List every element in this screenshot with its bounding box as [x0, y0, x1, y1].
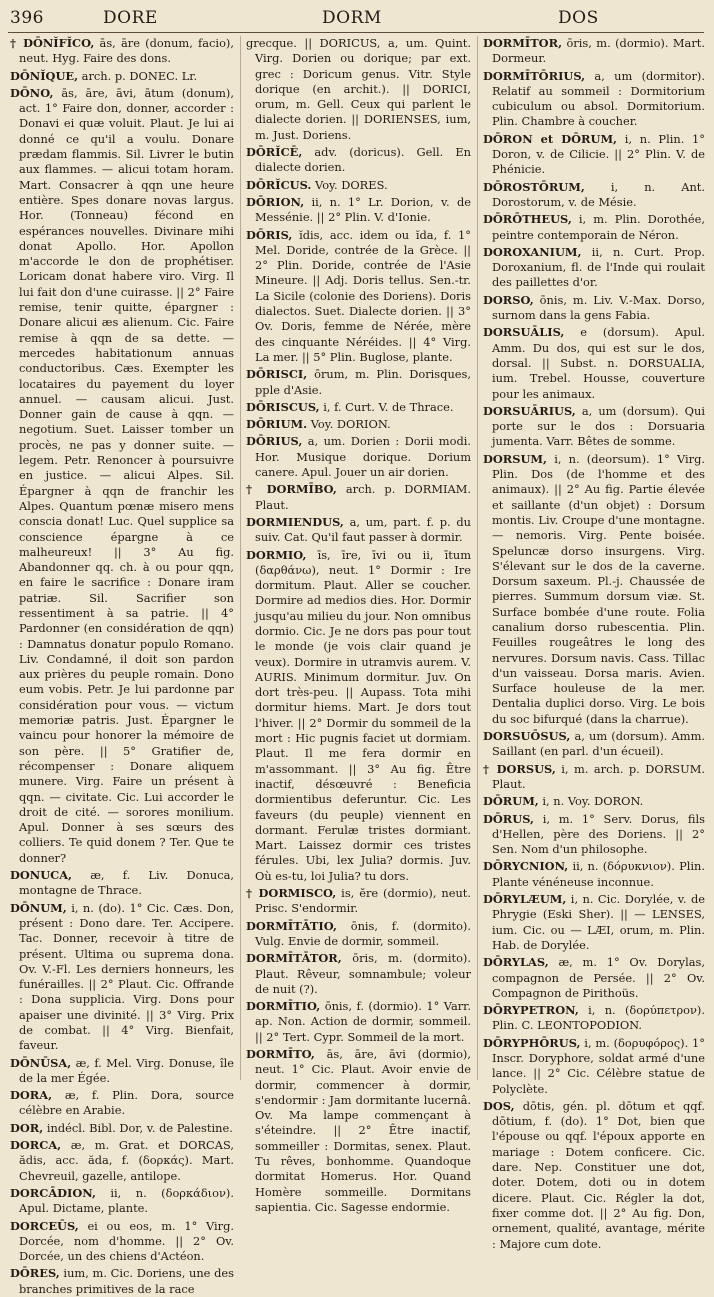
entry-headword: DŌRIS, [246, 227, 293, 242]
dictionary-entry [483, 69, 705, 130]
dictionary-entry [483, 859, 705, 890]
entry-definition: Voy. DORES. [311, 177, 388, 192]
entry-headword: DOR, [10, 1120, 44, 1135]
dictionary-entry [246, 178, 471, 193]
dictionary-entry [10, 1266, 234, 1297]
entry-headword: DOS, [483, 1098, 515, 1113]
entry-definition: ĭdis, acc. idem ou ĭda, f. 1° Mel. Doride, contrée de la Grèce. || 2° Plin. Doride, contrée de l'Asie Mineure. || Adj. Doris tellus. Sen.-tr. La Sicile (colonie des Doriens). Doris dialectos. Suet. Dialecte dorien. || 3° Ov. Doris, femme de Nérée, mère des cinquante Néréides. || 4° Virg. La mer. || 5° Plin. Buglose, plante. [255, 227, 471, 364]
entry-headword: DŌRISCI, [246, 367, 308, 382]
dictionary-entry [483, 1036, 705, 1097]
entry-headword: DORA, [10, 1088, 53, 1103]
entry-headword: DŌRISCUS, [246, 399, 320, 414]
entry-headword: DŌRIUM. [246, 417, 308, 432]
dictionary-entry [10, 86, 234, 866]
dictionary-entry [246, 434, 471, 480]
entry-definition: i, f. Curt. V. de Thrace. [319, 399, 454, 414]
dictionary-entry [483, 132, 705, 178]
dictionary-entry [246, 417, 471, 432]
column-left [10, 36, 234, 1296]
dictionary-entry [246, 145, 471, 176]
entry-headword: DŌRYLAS, [483, 955, 549, 970]
entry-definition: dōtis, gén. pl. dōtum et qqf. dōtium, f. (do). 1° Dot, bien que l'épouse ou qqf. l'époux apporte en mariage : Dotem conficere. Cic. dare. Nep. Constituer une dot, doter. Dotem, doti ou in dotem dicere. Plaut. Cic. Régler la dot, fixer comme dot. || 2° Au fig. Don, ornement, qualité, avantage, mérite : Majore cum dote. [492, 1098, 705, 1251]
entry-definition: ei ou eos, m. 1° Virg. Dorcée, nom d'homme. || 2° Ov. Dorcée, un des chiens d'Actéon. [19, 1218, 234, 1264]
entry-headword: † DŌNĬFĬCO, [10, 36, 95, 50]
dictionary-entry [10, 901, 234, 1054]
entry-headword: DORMĪTĀTOR, [246, 951, 342, 966]
entry-definition: adv. (doricus). Gell. En dialecte dorien. [255, 145, 471, 175]
entry-headword: DORSUĀLIS, [483, 325, 565, 340]
entry-definition: i, n. Voy. DORON. [538, 794, 644, 809]
entry-headword: DŌNĬQUE, [10, 68, 79, 83]
entry-definition: ium, m. Cic. Doriens, une des branches primitives de la race [19, 1266, 234, 1296]
entry-definition: æ, m. 1° Ov. Dorylas, compagnon de Persée. || 2° Ov. Compagnon de Pirithoüs. [492, 955, 705, 1000]
dictionary-entry [10, 36, 234, 67]
dictionary-entry [246, 400, 471, 415]
entry-definition: grecque. || DORICUS, a, um. Quint. Virg. Dorien ou dorique; par ext. grec : Doricum genus. Vitr. Style dorique (en archit.). || DORICI, orum, m. Gell. Ceux qui parlent le dialecte dorien. || DORIENSES, ium, m. Just. Doriens. [246, 36, 471, 142]
entry-definition: i, n. Cic. Dorylée, v. de Phrygie (Eski Sher). || — LENSES, ium. Cic. ou — LÆI, orum, m. Plin. Hab. de Dorylée. [492, 892, 705, 952]
dictionary-entry [246, 36, 471, 143]
entry-headword: DORSUŌSUS, [483, 729, 571, 744]
dictionary-entry [246, 919, 471, 950]
column-divider [240, 36, 241, 1080]
entry-headword: † DORMĪBO, [246, 482, 337, 497]
running-header [0, 8, 714, 30]
guide-word-left: DORE [103, 8, 158, 28]
entry-definition: ōnis, f. (dormio). 1° Varr. ap. Non. Action de dormir, sommeil. || 2° Tert. Cypr. Sommeil de la mort. [255, 999, 471, 1044]
entry-definition: ās, āre, āvi (dormio), neut. 1° Cic. Plaut. Avoir envie de dormir, commencer à dormir, s'endormir : Jam dormitante lucernâ. Ov. Ma lampe commençant à s'éteindre. || 2° Être inactif, sommeiller : Dormitas, senex. Plaut. Tu rêves, bonhomme. Quandoque dormitat Homerus. Hor. Quand Homère sommeille. Dormitans sapientia. Cic. Sagesse endormie. [255, 1047, 471, 1214]
entry-definition: ōnis, f. (dormito). Vulg. Envie de dormir, sommeil. [255, 918, 471, 948]
entry-headword: DORSUM, [483, 451, 547, 466]
entry-definition: ās, āre (donum, facio), neut. Hyg. Faire des dons. [19, 36, 234, 66]
entry-definition: i, m. arch. p. DORSUM. Plaut. [492, 761, 705, 791]
entry-definition: i, n. (deorsum). 1° Virg. Plin. Dos (de l'homme et des animaux). || 2° Au fig. Partie élevée et saillante (d'un objet) : Dorsum montis. Liv. Croupe d'une montagne. — nemoris. Virg. Pente boisée. Speluncæ dorso insurgens. Virg. S'élevant sur le dos de la caverne. Dorsum saxeum. Pl.-j. Chaussée de pierres. Summum dorsum viæ. St. Surface bombée d'une route. Folia canalium dorso rubescentia. Plin. Feuilles rougeâtres le long des nervures. Dorsum navis. Cass. Tillac d'un vaisseau. Dorsa maris. Avien. Surface houleuse de la mer. Dentalia duplici dorso. Virg. Le bois du soc bifurqué (dans la charrue). [492, 451, 705, 726]
dictionary-entry [10, 1186, 234, 1217]
entry-definition: arch. p. DORMIAM. Plaut. [255, 482, 471, 512]
entry-headword: DORSUĀRIUS, [483, 403, 576, 418]
entry-headword: DORMĪTŌRIUS, [483, 68, 586, 83]
entry-definition: ās, āre, āvi, ātum (donum), act. 1° Faire don, donner, accorder : Donavi ei quæ voluit. Plaut. Je lui ai donné ce qu'il a voulu. Donare prædam flammis. Sil. Livrer le butin aux flammes. — alicui totam horam. Mart. Consacrer à qqn une heure entière. Spes donare novas largus. Hor. (Tonneau) fécond en espérances nouvelles. Divinare mihi donat Apollo. Hor. Apollon m'accorde le don de prophétiser. Loricam donat habere viro. Virg. Il lui fait don d'une cuirasse. || 2° Faire remise, tenir quitte, épargner : Donare alicui æs alienum. Cic. Faire remise à qqn de sa dette. — mercedes habitationum annuas conductoribus. Cæs. Exempter les locataires du payement du loyer annuel. — causam alicui. Just. Donner gain de cause à qqn. — negotium. Suet. Laisser tomber un procès, ne pas y donner suite. — legem. Petr. Renoncer à poursuivre en justice. — alicui Alpes. Sil. Épargner à qqn de franchir les Alpes. Quantum pœnæ misero mens conscia donat! Luc. Quel supplice sa conscience épargne à ce malheureux! || 3° Au fig. Abandonner qq. ch. à ou pour qqn, en faire le sacrifice : Donare iram patriæ. Sil. Sacrifier son ressentiment à sa patrie. || 4° Pardonner (en considération de qqn) : Damnatus donatur populo Romano. Liv. Condamné, il doit son pardon aux prières du peuple romain. Dono eum vobis. Petr. Je lui pardonne par considération pour vous. — victum memoriæ patris. Just. Épargner le vaincu pour honorer la mémoire de son père. || 5° Gratifier de, récompenser : Donare aliquem munere. Virg. Faire un présent à qqn. — civitate. Cic. Lui accorder le droit de cité. — sorores monilium. Apul. Donner à ses sœurs des colliers. Te quid donem ? Ter. Que te donner? [19, 85, 234, 865]
dictionary-entry [483, 794, 705, 809]
page-number: 396 [10, 8, 44, 28]
entry-headword: DORMĪTOR, [483, 36, 563, 50]
dictionary-entry [10, 69, 234, 84]
dictionary-entry [10, 1138, 234, 1184]
dictionary-entry [483, 729, 705, 760]
dictionary-entry [10, 1219, 234, 1265]
entry-definition: i, m. 1° Serv. Dorus, fils d'Hellen, père des Doriens. || 2° Sen. Nom d'un philosophe. [492, 811, 705, 857]
dictionary-entry [483, 36, 705, 67]
guide-word-center: DORM [322, 8, 382, 28]
entry-definition: ii, n. Curt. Prop. Doroxanium, fl. de l'Inde qui roulait des paillettes d'or. [492, 244, 705, 290]
dictionary-entry [10, 868, 234, 899]
entry-headword: † DORMISCO, [246, 886, 337, 901]
entry-definition: æ, f. Mel. Virg. Donuse, île de la mer Égée. [19, 1055, 234, 1085]
dictionary-entry [483, 325, 705, 401]
entry-definition: ōris, m. (dormio). Mart. Dormeur. [492, 36, 705, 66]
entry-headword: DONUCA, [10, 868, 73, 883]
entry-definition: e (dorsum). Apul. Amm. Du dos, qui est sur le dos, dorsal. || Subst. n. DORSUALIA, ium. Trebel. Housse, couverture pour les animaux. [492, 325, 705, 401]
entry-definition: arch. p. DONEC. Lr. [78, 68, 198, 83]
entry-headword: DŌROSTŌRUM, [483, 179, 585, 194]
dictionary-entry [483, 955, 705, 1001]
entry-headword: DORMĪTIO, [246, 999, 321, 1014]
dictionary-entry [483, 892, 705, 953]
dictionary-entry [483, 812, 705, 858]
dictionary-entry [483, 293, 705, 324]
entry-definition: i, n. Plin. 1° Doron, v. de Cilicie. || 2° Plin. V. de Phénicie. [492, 131, 705, 177]
entry-definition: æ, f. Liv. Donuca, montagne de Thrace. [19, 868, 234, 898]
entry-headword: DŌRUM, [483, 794, 539, 809]
column-divider [477, 36, 478, 1080]
dictionary-entry [483, 762, 705, 793]
dictionary-entry [10, 1088, 234, 1119]
dictionary-entry [246, 999, 471, 1045]
entry-headword: DŌRIUS, [246, 434, 303, 449]
entry-headword: DORMĪTĀTIO, [246, 918, 337, 933]
entry-definition: i, m. Plin. Dorothée, peintre contemporain de Néron. [492, 212, 705, 242]
guide-word-right: DOS [558, 8, 599, 28]
entry-headword: DŌRYCNION, [483, 859, 569, 874]
dictionary-entry [483, 1099, 705, 1252]
entry-definition: ōrum, m. Plin. Dorisques, pple d'Asie. [255, 367, 471, 397]
entry-headword: DOROXANIUM, [483, 244, 582, 259]
entry-headword: DŌNŪSA, [10, 1055, 72, 1070]
column-middle [246, 36, 471, 1214]
entry-definition: īs, īre, īvi ou ii, ītum (δαρθάνω), neut. 1° Dormir : Ire dormitum. Plaut. Aller se coucher. Dormire ad medios dies. Hor. Dormir jusqu'au milieu du jour. Non omnibus dormio. Cic. Je ne dors pas pour tout le monde (je vois clair quand je veux). Dormire in utramvis aurem. V. AURIS. Minimum dormitur. Juv. On dort très-peu. || Aupass. Tota mihi dormitur hiems. Mart. Je dors tout l'hiver. || 2° Dormir du sommeil de la mort : Hic pugnis faciet ut dormiam. Plaut. Il me fera dormir en m'assommant. || 3° Au fig. Être inactif, désœuvré : Beneficia dormientibus deferuntur. Cic. Les faveurs (du peuple) viennent en dormant. Ferulæ tristes dormiant. Mart. Laissez dormir ces tristes férules. Ubi, lex Julia? dormis. Juv. Où es-tu, loi Julia? tu dors. [255, 547, 471, 883]
entry-headword: DŌRUS, [483, 811, 534, 826]
dictionary-entry [246, 548, 471, 885]
dictionary-entry [483, 180, 705, 211]
entry-definition: i, n. (δορύπετρον). Plin. C. LEONTOPODION. [492, 1003, 705, 1033]
entry-definition: ii, n. (δόρυκνιον). Plin. Plante vénéneuse inconnue. [492, 859, 705, 889]
entry-headword: DŌNUM, [10, 900, 67, 915]
entry-headword: DŌNO, [10, 85, 54, 100]
entry-definition: ii, n. 1° Lr. Dorion, v. de Messénie. || 2° Plin. V. d'Ionie. [255, 194, 471, 225]
entry-definition: i, n. Ant. Dorostorum, v. de Mésie. [492, 179, 705, 209]
dictionary-entry [246, 515, 471, 546]
entry-headword: DORSO, [483, 292, 534, 307]
entry-definition: a, um (dormitor). Relatif au sommeil : Dormitorium cubiculum ou absol. Dormitorium. Plin. Chambre à coucher. [492, 68, 705, 129]
dictionary-entry [483, 212, 705, 243]
entry-headword: DŌRŌTHEUS, [483, 212, 572, 227]
entry-definition: a, um (dorsum). Amm. Saillant (en parl. d'un écueil). [492, 729, 705, 759]
dictionary-entry [483, 1003, 705, 1034]
entry-headword: DŌRION, [246, 194, 305, 209]
dictionary-entry [246, 195, 471, 226]
dictionary-entry [483, 404, 705, 450]
header-rule [8, 32, 704, 33]
entry-headword: DORMIO, [246, 547, 307, 562]
entry-headword: DORCA, [10, 1138, 62, 1153]
entry-definition: ii, n. (δορκάδιον). Apul. Dictame, plante. [19, 1185, 234, 1216]
dictionary-entry [246, 367, 471, 398]
entry-headword: DORMĪTO, [246, 1047, 315, 1061]
entry-definition: æ, f. Plin. Dora, source célèbre en Arabie. [19, 1088, 234, 1118]
entry-headword: DŌRYLÆUM, [483, 892, 567, 907]
dictionary-entry [246, 886, 471, 917]
entry-definition: ōris, m. (dormito). Plaut. Rêveur, somnambule; voleur de nuit (?). [255, 951, 471, 996]
dictionary-entry [10, 1056, 234, 1087]
entry-headword: DŌRYPETRON, [483, 1003, 579, 1018]
dictionary-entry [483, 245, 705, 291]
dictionary-entry [10, 1121, 234, 1136]
dictionary-entry [483, 452, 705, 727]
entry-headword: DŌRES, [10, 1266, 60, 1281]
entry-definition: Voy. DORION. [307, 417, 391, 432]
entry-headword: DORCEŪS, [10, 1218, 79, 1233]
entry-headword: DŌRĬCUS. [246, 177, 312, 192]
entry-headword: DŌRĬCĒ, [246, 145, 303, 160]
entry-headword: DORCĀDION, [10, 1185, 96, 1200]
entry-definition: ōnis, m. Liv. V.-Max. Dorso, surnom dans la gens Fabia. [492, 292, 705, 323]
entry-definition: i, n. (do). 1° Cic. Cæs. Don, présent : Dono dare. Ter. Accipere. Tac. Donner, recevoir à titre de présent. Ultima ou suprema dona. Ov. V.-Fl. Les derniers honneurs, les funérailles. || 2° Plaut. Cic. Offrande : Dona supplicia. Virg. Dons pour apaiser une divinité. || 3° Virg. Prix de combat. || 4° Virg. Bienfait, faveur. [19, 900, 234, 1053]
entry-definition: is, ĕre (dormio), neut. Prisc. S'endormir. [255, 886, 471, 916]
entry-definition: i, m. (δορυφόρος). 1° Inscr. Doryphore, soldat armé d'une lance. || 2° Cic. Célèbre statue de Polyclète. [492, 1035, 705, 1096]
dictionary-entry [246, 1047, 471, 1215]
entry-definition: a, um, part. f. p. du suiv. Cat. Qu'il faut passer à dormir. [255, 514, 471, 545]
entry-definition: a, um. Dorien : Dorii modi. Hor. Musique dorique. Dorium canere. Apul. Jouer un air dorien. [255, 434, 471, 480]
entry-headword: DŌRON et DŌRUM, [483, 131, 618, 146]
entry-headword: † DORSUS, [483, 761, 556, 776]
dictionary-entry [246, 951, 471, 997]
entry-headword: DŌRYPHŌRUS, [483, 1035, 581, 1050]
entry-definition: a, um (dorsum). Qui porte sur le dos : Dorsuaria jumenta. Varr. Bêtes de somme. [492, 403, 705, 449]
column-right [483, 36, 705, 1251]
entry-headword: DORMIENDUS, [246, 514, 344, 529]
dictionary-entry [246, 482, 471, 513]
entry-definition: æ, m. Grat. et DORCAS, ădis, acc. ăda, f. (δορκάς). Mart. Chevreuil, gazelle, antilope. [19, 1138, 234, 1183]
entry-definition: indécl. Bibl. Dor, v. de Palestine. [43, 1120, 233, 1135]
dictionary-entry [246, 228, 471, 366]
